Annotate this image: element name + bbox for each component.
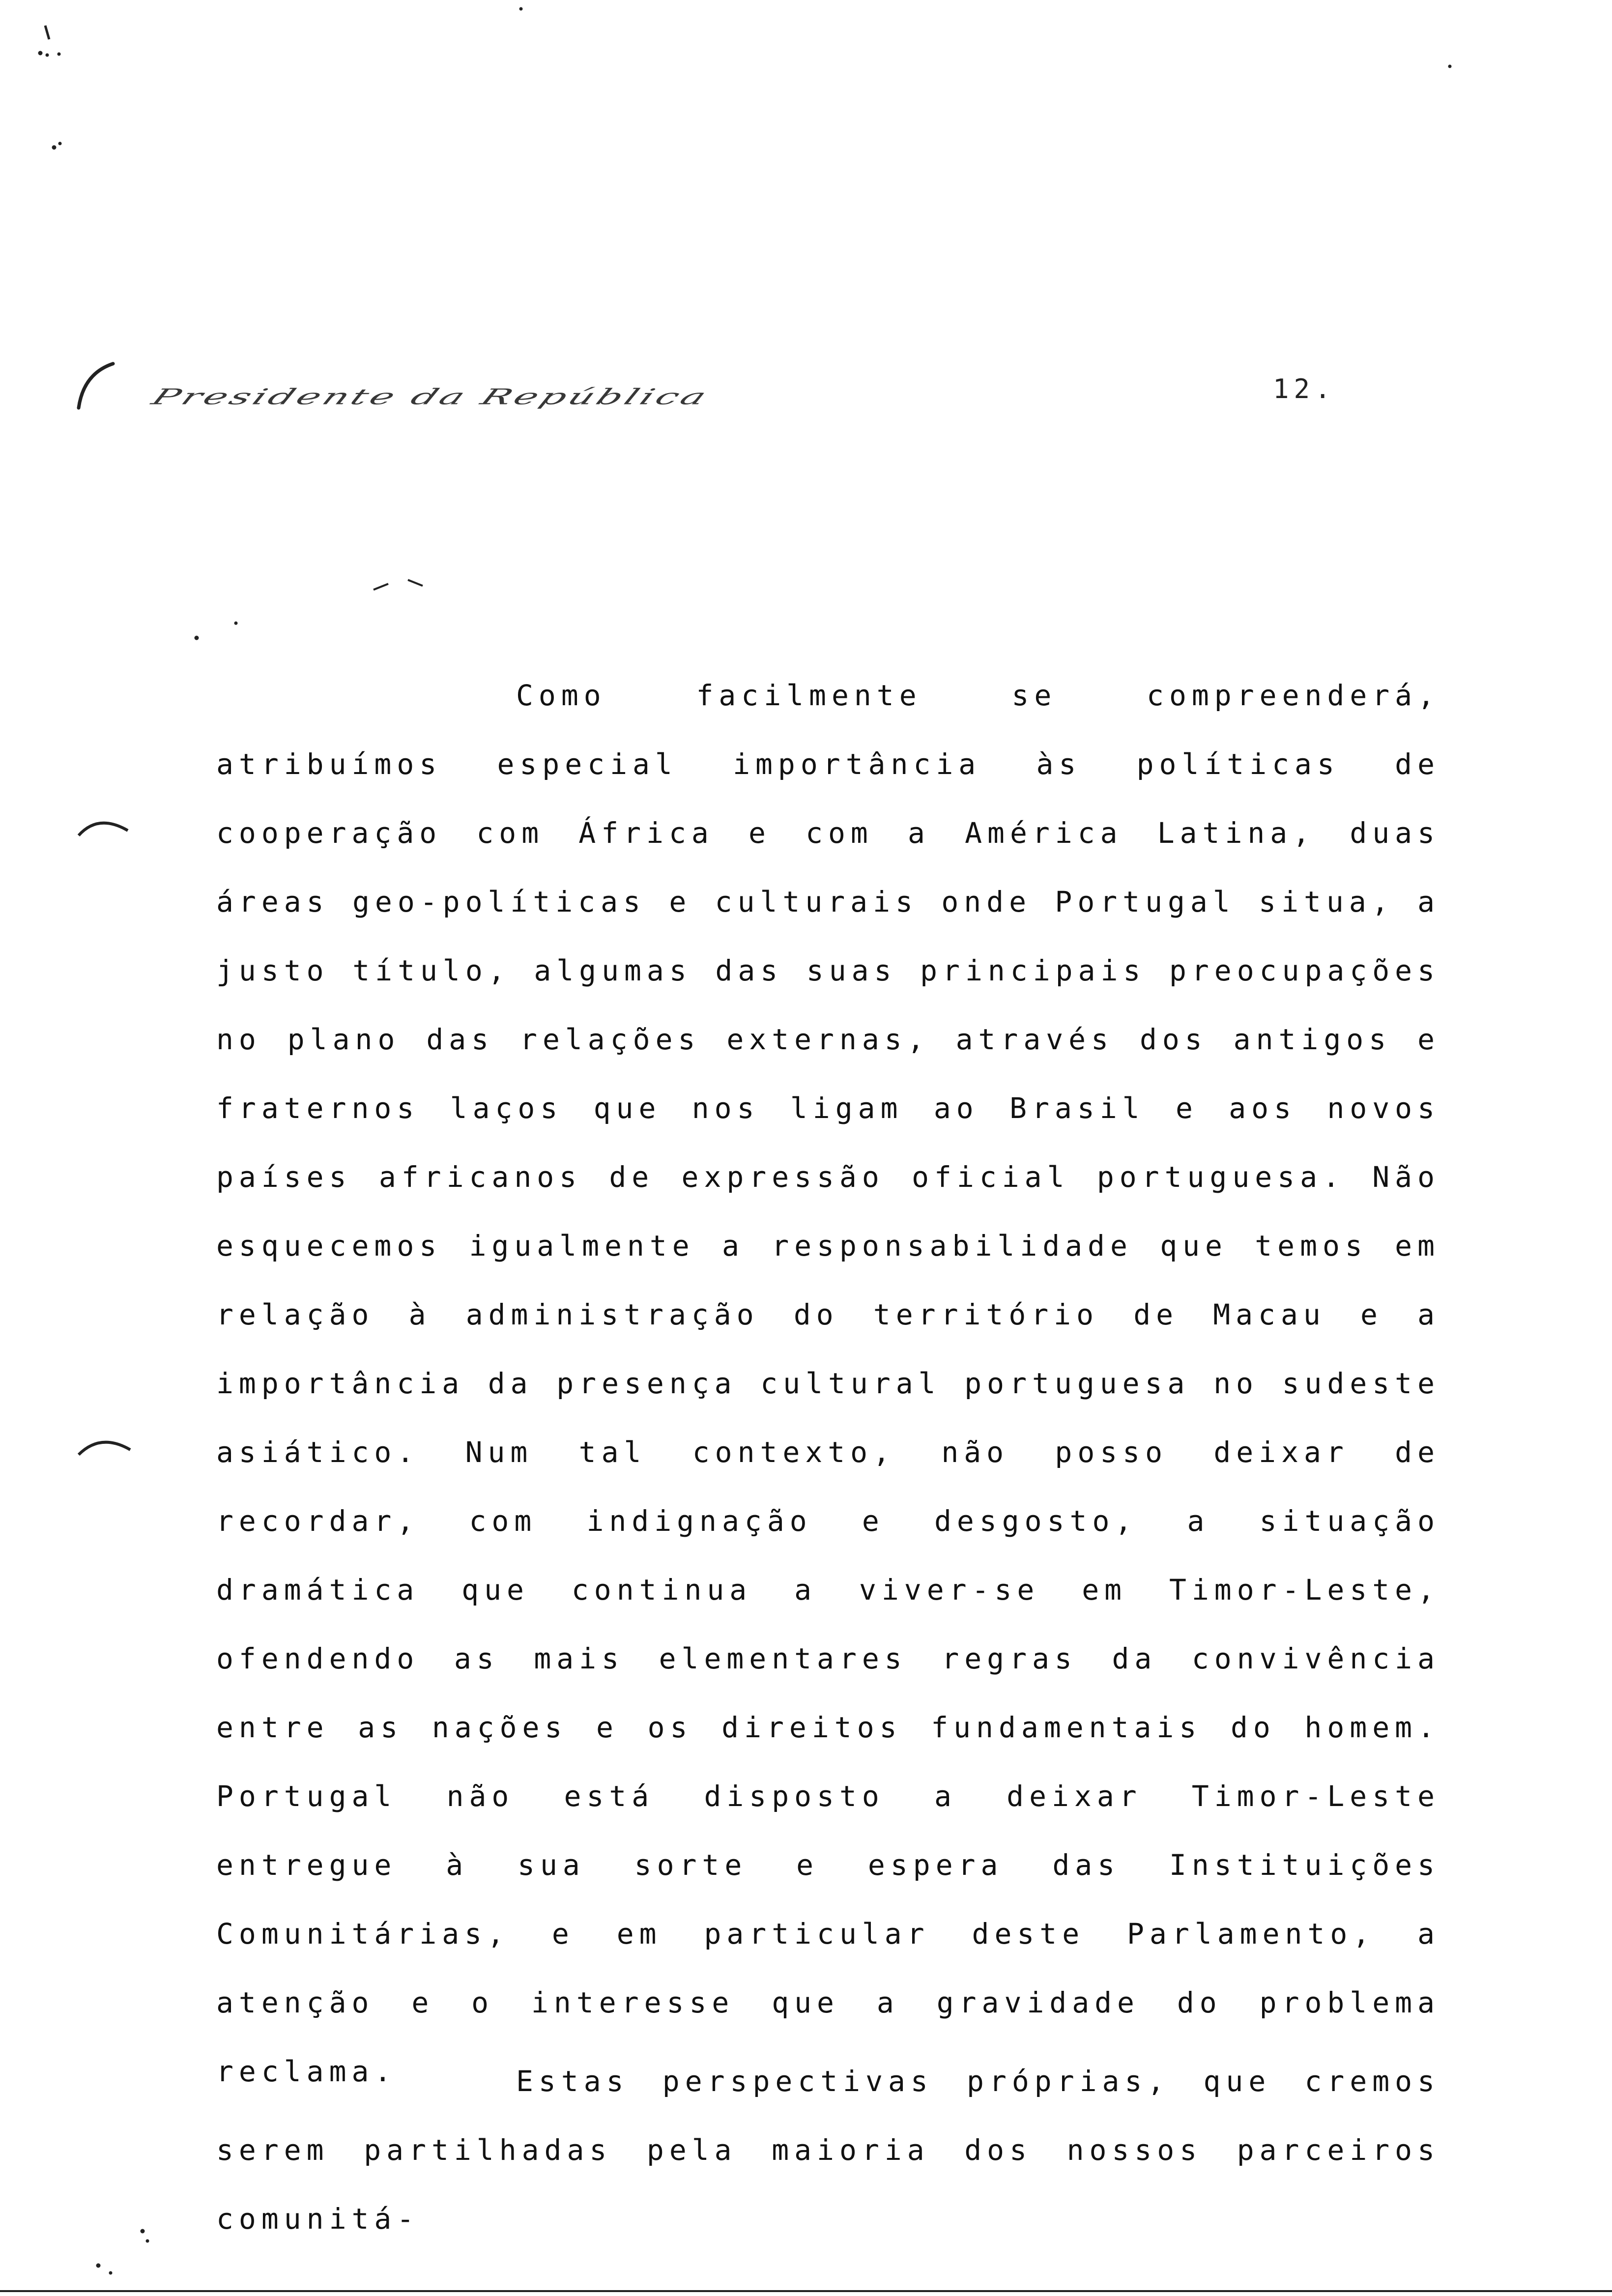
page-bottom-edge xyxy=(0,2290,1612,2292)
handwritten-title: Presidente da República xyxy=(147,384,714,409)
body-paragraph: Estas perspectivas próprias, que cremos serem partilhadas pela maioria dos nossos parceiros comunitá- xyxy=(216,2065,1440,2236)
body-paragraph: Como facilmente se compreenderá, atribuímos especial importância às políticas de cooperação com África e com a América Latina, duas áreas geo-políticas e culturais onde Portugal situa, a justo título, algumas das suas principais preocupações no plano das relações externas, através dos antigos e fraternos laços que nos ligam ao Brasil e aos novos países africanos de expressão oficial portuguesa. Não esquecemos igualmente a responsabilidade que temos em relação à administração do território de Macau e a importância da presença cultural portuguesa no sudeste asiático. Num tal contexto, não posso deixar de recordar, com indignação e desgosto, a situação dramática que continua a viver-se em Timor-Leste, ofendendo as mais elementares regras da convivência entre as nações e os direitos fundamentais do homem. Portugal não está disposto a deixar Timor-Leste entregue à sua sorte e espera das Instituições Comunitárias, e em particular deste Parlamento, a atenção e o interesse que a gravidade do problema reclama. xyxy=(216,679,1440,2088)
handwritten-heading xyxy=(74,344,811,413)
page-number: 12. xyxy=(1273,373,1336,404)
